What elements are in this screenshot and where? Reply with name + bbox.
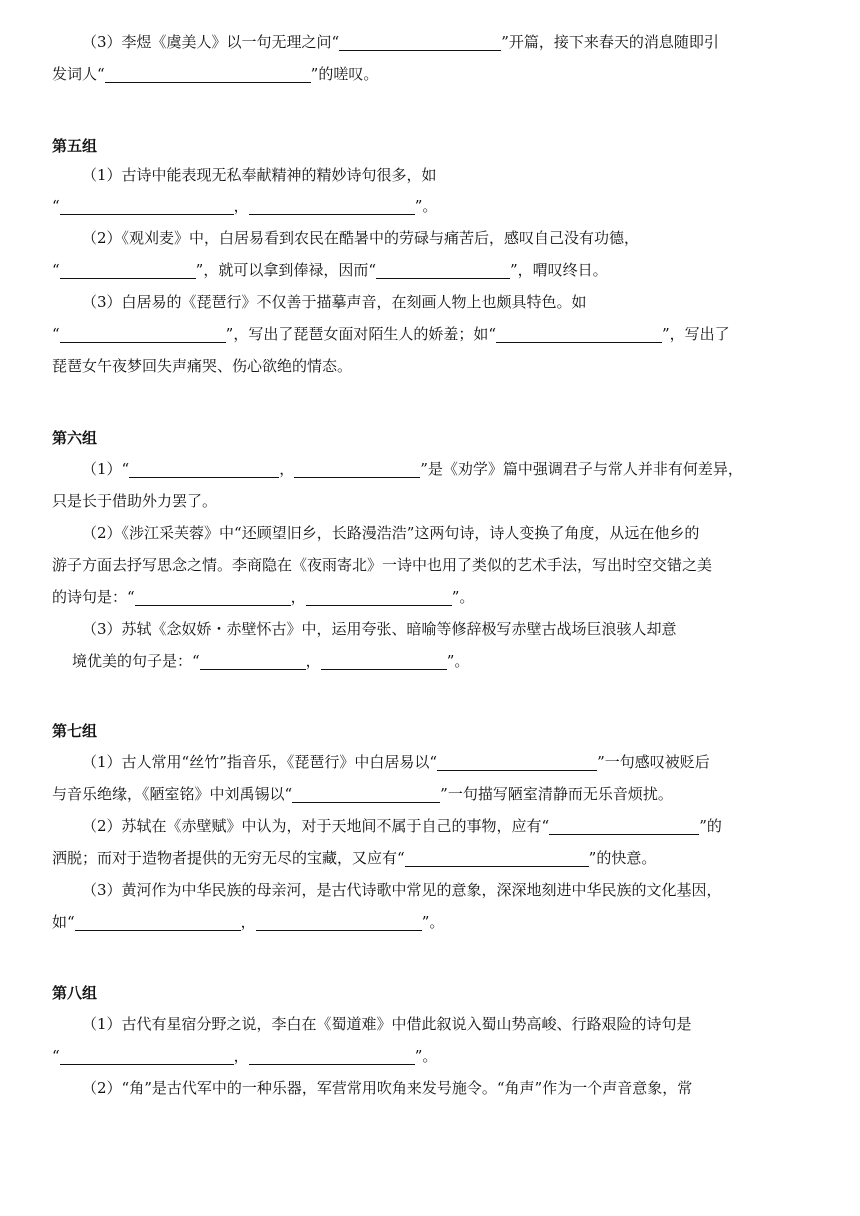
q7-1-line1: （1）古人常用“丝竹”指音乐，《琵琶行》中白居易以“ ”一句感叹被贬后 (82, 753, 710, 771)
answer-blank[interactable] (75, 913, 241, 931)
answer-blank[interactable] (135, 588, 291, 606)
q6-1-line2: 只是长于借助外力罢了。 (52, 492, 218, 510)
section-heading-7: 第七组 (52, 722, 98, 740)
q4-3-line2: 发词人“ ”的嗟叹。 (52, 65, 379, 83)
q7-2-line2: 洒脱；而对于造物者提供的无穷无尽的宝藏，又应有“ ”的快意。 (52, 849, 657, 867)
answer-blank[interactable] (129, 460, 279, 478)
answer-blank[interactable] (200, 652, 306, 670)
q7-2-line1: （2）苏轼在《赤壁赋》中认为，对于天地间不属于自己的事物，应有“ ”的 (82, 817, 722, 835)
answer-blank[interactable] (496, 325, 662, 343)
answer-blank[interactable] (549, 817, 699, 835)
q7-3-line1: （3）黄河作为中华民族的母亲河，是古代诗歌中常见的意象，深深地刻进中华民族的文化基因， (82, 881, 722, 899)
q8-1-line1: （1）古代有星宿分野之说，李白在《蜀道难》中借此叙说入蜀山势高峻、行路艰险的诗句是 (82, 1015, 692, 1033)
answer-blank[interactable] (256, 913, 422, 931)
answer-blank[interactable] (339, 33, 501, 51)
q5-1-line1: （1）古诗中能表现无私奉献精神的精妙诗句很多，如 (82, 166, 437, 184)
q6-1-line1: （1）“ ， ”是《劝学》篇中强调君子与常人并非有何差异， (82, 460, 743, 478)
answer-blank[interactable] (376, 261, 510, 279)
q7-3-line2: 如“ ， ”。 (52, 913, 445, 931)
q6-2-line3: 的诗句是：“ ， ”。 (52, 588, 475, 606)
q5-2-line1: （2）《观刈麦》中，白居易看到农民在酷暑中的劳碌与痛苦后，感叹自己没有功德， (82, 229, 640, 247)
q6-3-line2: 境优美的句子是：“ ， ”。 (72, 652, 470, 670)
answer-blank[interactable] (292, 785, 440, 803)
q8-1-line2: “ ， ”。 (52, 1047, 438, 1065)
answer-blank[interactable] (437, 753, 597, 771)
answer-blank[interactable] (105, 65, 311, 83)
q7-1-line2: 与音乐绝缘，《陋室铭》中刘禹锡以“ ”一句描写陋室清静而无乐音烦扰。 (52, 785, 673, 803)
answer-blank[interactable] (306, 588, 452, 606)
q5-3-line1: （3）白居易的《琵琶行》不仅善于描摹声音，在刻画人物上也颇具特色。如 (82, 293, 587, 311)
section-heading-5: 第五组 (52, 137, 98, 155)
q4-3-line1: （3）李煜《虞美人》以一句无理之问“ ”开篇，接下来春天的消息随即引 (82, 33, 719, 51)
q6-2-line1: （2）《涉江采芙蓉》中“还顾望旧乡，长路漫浩浩”这两句诗，诗人变换了角度，从远在他乡的 (82, 524, 700, 542)
answer-blank[interactable] (294, 460, 420, 478)
q6-2-line2: 游子方面去抒写思念之情。李商隐在《夜雨寄北》一诗中也用了类似的艺术手法，写出时空交错之美 (52, 556, 713, 574)
q5-2-line2: “ ”，就可以拿到俸禄，因而“ ”，喟叹终日。 (52, 261, 608, 279)
answer-blank[interactable] (60, 261, 196, 279)
answer-blank[interactable] (321, 652, 447, 670)
q8-2-line1: （2）“角”是古代军中的一种乐器，军营常用吹角来发号施令。“角声”作为一个声音意象，常 (82, 1079, 693, 1097)
q5-3-line3: 琵琶女午夜梦回失声痛哭、伤心欲绝的情态。 (52, 357, 353, 375)
answer-blank[interactable] (249, 1047, 415, 1065)
answer-blank[interactable] (60, 325, 226, 343)
answer-blank[interactable] (249, 197, 415, 215)
section-heading-8: 第八组 (52, 984, 98, 1002)
answer-blank[interactable] (60, 1047, 234, 1065)
q6-3-line1: （3）苏轼《念奴娇・赤壁怀古》中，运用夸张、暗喻等修辞极写赤壁古战场巨浪骇人却意 (82, 620, 677, 638)
q5-1-line2: “ ， ”。 (52, 197, 438, 215)
answer-blank[interactable] (60, 197, 234, 215)
q5-3-line2: “ ”，写出了琵琶女面对陌生人的娇羞；如“ ”，写出了 (52, 325, 730, 343)
answer-blank[interactable] (405, 849, 589, 867)
section-heading-6: 第六组 (52, 429, 98, 447)
